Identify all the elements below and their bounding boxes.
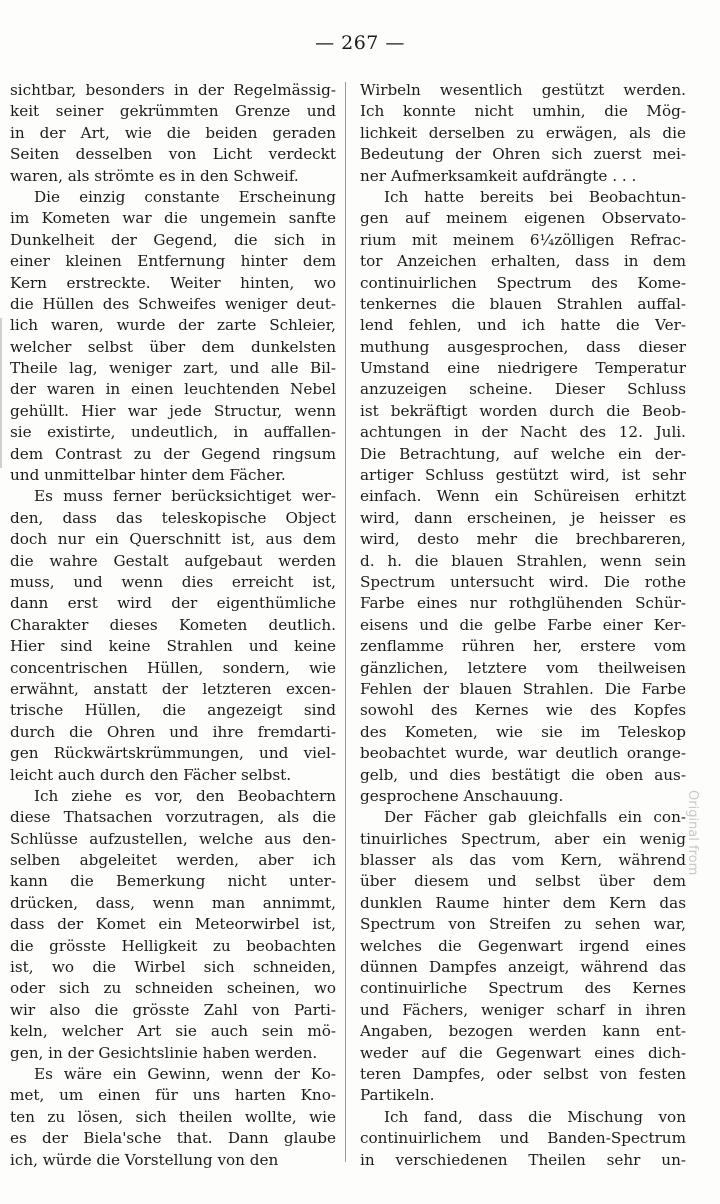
text-line: muthung ausgesprochen, dass dieser [360,337,686,356]
text-line: zenflamme rühren her, erstere vom [360,637,686,656]
text-line: eisens und die gelbe Farbe einer Ker- [360,615,686,634]
text-line: keit seiner gekrümmten Grenze und [10,102,336,121]
text-line: Spectrum von Streifen zu sehen war, [360,915,686,934]
text-line: den, dass das teleskopische Object [10,508,336,527]
text-line: waren, als strömte es in den Schweif. [10,166,299,185]
text-line: artiger Schluss gestützt wird, ist sehr [360,466,686,485]
margin-scan-artifact [0,318,8,468]
text-line: Angaben, bezogen werden kann ent- [360,1022,686,1041]
text-line: ist bekräftigt worden durch die Beob- [360,401,686,420]
text-line: diese Thatsachen vorzutragen, als die [10,808,336,827]
text-line: teren Dampfes, oder selbst von festen [360,1064,686,1083]
text-line: oder sich zu schneiden scheinen, wo [10,979,336,998]
text-line: continuirlichem und Banden-Spectrum [360,1129,686,1148]
text-line: weder auf die Gegenwart eines dich- [360,1043,686,1062]
text-line: durch die Ohren und ihre fremdarti- [10,722,336,741]
text-line: über diesem und selbst über dem [360,872,686,891]
text-line: sie existirte, undeutlich, in auffallen- [10,423,336,442]
text-line: einer kleinen Entfernung hinter dem [10,252,336,271]
text-line: ich, würde die Vorstellung von den [10,1150,279,1169]
text-line: d. h. die blauen Strahlen, wenn sein [360,551,686,570]
text-line: kann die Bemerkung nicht unter- [10,872,336,891]
text-line: met, um einen für uns harten Kno- [10,1086,336,1105]
text-line: tor Anzeichen erhalten, dass in dem [360,252,686,271]
text-line: Ich hatte bereits bei Beobachtun- [384,187,686,206]
text-line: continuirliche Spectrum des Kernes [360,979,686,998]
text-line: ten zu lösen, sich theilen wollte, wie [10,1107,336,1126]
text-line: sichtbar, besonders in der Regelmässig- [10,81,336,99]
text-line: gen Rückwärtskrümmungen, und viel- [10,744,336,763]
text-line: lend fehlen, und ich hatte die Ver- [360,316,686,335]
text-line: in der Art, wie die beiden geraden [10,123,336,142]
text-line: Bedeutung der Ohren sich zuerst mei- [360,145,686,164]
text-line: Der Fächer gab gleichfalls ein con- [384,808,686,827]
text-line: Ich fand, dass die Mischung von [384,1107,686,1126]
left-column [10,80,336,1171]
text-line: Schlüsse aufzustellen, welche aus den- [10,829,336,848]
column-divider [345,82,346,1162]
text-line: dem Contrast zu der Gegend ringsum [10,444,336,463]
text-line: in verschiedenen Theilen sehr un- [360,1150,686,1169]
watermark: Original from [685,790,700,876]
text-line: wir also die grösste Zahl von Parti- [10,1000,336,1019]
text-line: Spectrum untersucht wird. Die rothe [360,572,686,591]
text-line: Ich konnte nicht umhin, die Mög- [360,102,686,121]
text-line: welcher selbst über dem dunkelsten [10,337,336,356]
text-line: welches die Gegenwart irgend eines [360,936,686,955]
text-line: dass der Komet ein Meteorwirbel ist, [10,915,336,934]
text-line: Umstand eine niedrigere Temperatur [360,359,686,378]
text-line: Farbe eines nur rothglühenden Schür- [360,594,686,613]
page-number: — 267 — [315,32,405,54]
text-line: gen auf meinem eigenen Observato- [360,209,686,228]
text-line: es der Biela'sche that. Dann glaube [10,1129,336,1148]
text-line: des Kometen, wie sie im Teleskop [360,722,686,741]
text-line: achtungen in der Nacht des 12. Juli. [360,423,686,442]
text-line: gen, in der Gesichtslinie haben werden. [10,1043,318,1062]
text-line: lich waren, wurde der zarte Schleier, [10,316,336,335]
text-line: einfach. Wenn ein Schüreisen erhitzt [360,487,686,506]
right-column [360,80,686,1171]
text-line: die grösste Helligkeit zu beobachten [10,936,336,955]
text-line: ist, wo die Wirbel sich schneiden, [10,958,336,977]
text-line: gehüllt. Hier war jede Structur, wenn [10,401,336,420]
text-line: und unmittelbar hinter dem Fächer. [10,466,286,485]
text-line: Es wäre ein Gewinn, wenn der Ko- [34,1064,336,1083]
text-line: Theile lag, weniger zart, und alle Bil- [10,359,336,378]
text-line: Fehlen der blauen Strahlen. Die Farbe [360,679,686,698]
text-line: die Hüllen des Schweifes weniger deut- [10,294,336,313]
text-line: Die einzig constante Erscheinung [34,187,336,206]
text-line: gänzlichen, letztere vom theilweisen [360,658,686,677]
text-line: wird, dann erscheinen, je heisser es [360,508,686,527]
text-line: Dunkelheit der Gegend, die sich in [10,230,336,249]
text-line: lichkeit derselben zu erwägen, als die [360,123,686,142]
text-line: Es muss ferner berücksichtiget wer- [34,487,336,506]
text-line: continuirlichen Spectrum des Kome- [360,273,686,292]
text-line: Kern erstreckte. Weiter hinten, wo [10,273,336,292]
text-line: blasser als das vom Kern, während [360,851,686,870]
text-line: keln, welcher Art sie auch sein mö- [10,1022,336,1041]
text-line: anzuzeigen scheine. Dieser Schluss [360,380,686,399]
text-line: sowohl des Kernes wie des Kopfes [360,701,686,720]
text-line: Hier sind keine Strahlen und keine [10,637,336,656]
text-line: trische Hüllen, die angezeigt sind [10,701,336,720]
text-line: erwähnt, anstatt der letzteren excen- [10,679,336,698]
text-line: die wahre Gestalt aufgebaut werden [10,551,336,570]
text-line: im Kometen war die ungemein sanfte [10,209,336,228]
text-line: dünnen Dampfes anzeigt, während das [360,958,686,977]
text-line: Wirbeln wesentlich gestützt werden. [360,81,686,99]
text-line: Partikeln. [360,1086,435,1105]
text-line: und Fächers, weniger scharf in ihren [360,1000,686,1019]
text-line: doch nur ein Querschnitt ist, aus dem [10,530,336,549]
text-line: concentrischen Hüllen, sondern, wie [10,658,336,677]
text-line: gesprochene Anschauung. [360,786,564,805]
text-line: leicht auch durch den Fächer selbst. [10,765,292,784]
text-line: wird, desto mehr die brechbareren, [360,530,686,549]
text-line: rium mit meinem 6¼zölligen Refrac- [360,230,686,249]
text-line: selben abgeleitet werden, aber ich [10,851,336,870]
text-line: ner Aufmerksamkeit aufdrängte . . . [360,166,637,185]
text-line: Charakter dieses Kometen deutlich. [10,615,336,634]
text-line: dunklen Raume hinter dem Kern das [360,893,686,912]
text-line: tenkernes die blauen Strahlen auffal- [360,294,686,313]
text-line: Seiten desselben von Licht verdeckt [10,145,336,164]
text-line: Die Betrachtung, auf welche ein der- [360,444,686,463]
text-line: gelb, und dies bestätigt die oben aus- [360,765,686,784]
text-line: der waren in einen leuchtenden Nebel [10,380,336,399]
text-line: muss, und wenn dies erreicht ist, [10,572,336,591]
text-line: Ich ziehe es vor, den Beobachtern [34,786,336,805]
text-line: beobachtet wurde, war deutlich orange- [360,744,686,763]
text-line: tinuirliches Spectrum, aber ein wenig [360,829,686,848]
text-line: dann erst wird der eigenthümliche [10,594,336,613]
text-line: drücken, dass, wenn man annimmt, [10,893,336,912]
